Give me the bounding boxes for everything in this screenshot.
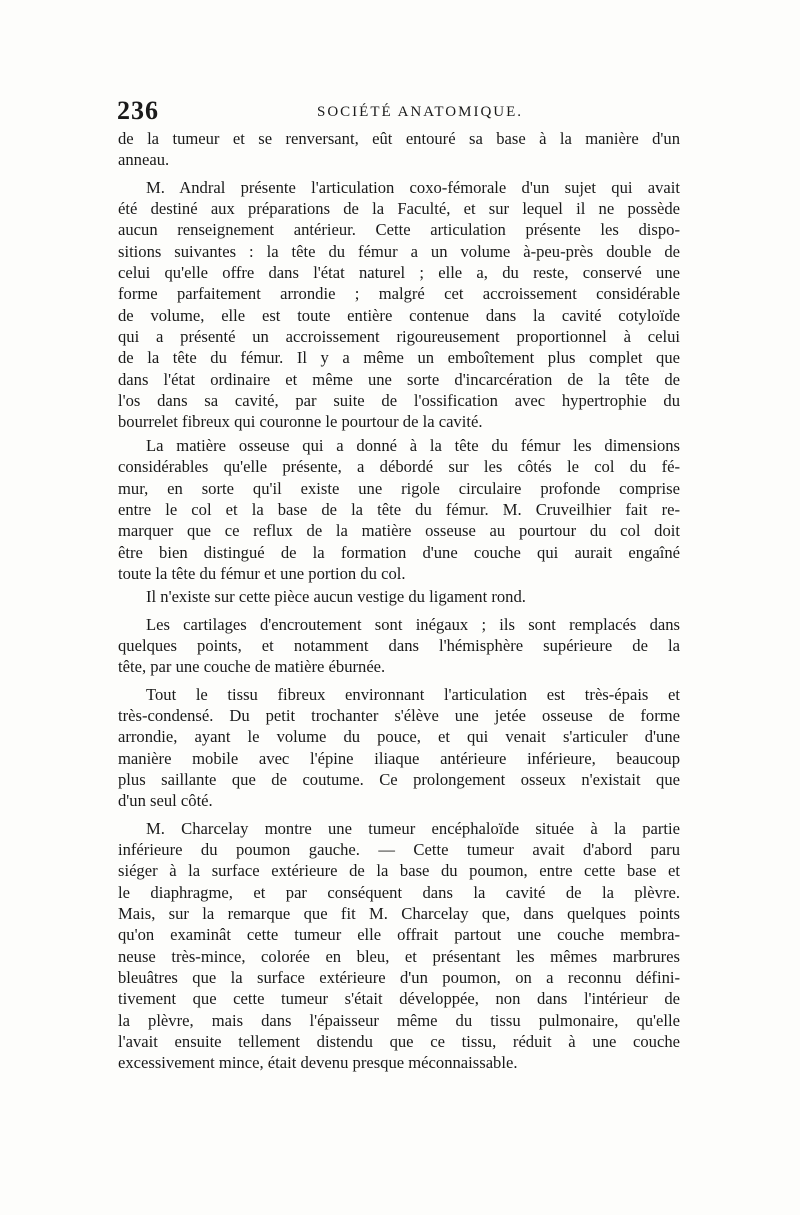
- running-title: SOCIÉTÉ ANATOMIQUE.: [317, 104, 524, 120]
- text-line: sitions suivantes : la tête du fémur a un volume à-peu-près double de: [118, 241, 680, 261]
- page-number: 236: [117, 96, 159, 125]
- text-line: aucun renseignement antérieur. Cette articulation présente les dispo-: [118, 220, 680, 240]
- text-line: très-condensé. Du petit trochanter s'élève une jetée osseuse de forme: [118, 705, 680, 725]
- text-line: toute la tête du fémur et une portion du col.: [118, 563, 406, 583]
- body-text: [118, 128, 680, 1074]
- text-line: siéger à la surface extérieure de la base du poumon, entre cette base et: [118, 861, 680, 881]
- text-line: été destiné aux préparations de la Faculté, et sur lequel il ne possède: [118, 199, 680, 219]
- text-line: M. Andral présente l'articulation coxo-fémorale d'un sujet qui avait: [146, 177, 680, 197]
- paragraph: [118, 177, 680, 433]
- text-line: Tout le tissu fibreux environnant l'articulation est très-épais et: [146, 684, 680, 704]
- text-line: qui a présenté un accroissement rigoureusement proportionnel à celui: [118, 327, 680, 347]
- text-line: mur, en sorte qu'il existe une rigole circulaire profonde comprise: [118, 478, 680, 498]
- text-line: l'os dans sa cavité, par suite de l'ossification avec hypertrophie du: [118, 391, 680, 411]
- text-line: dans l'état ordinaire et même une sorte d'incarcération de la tête de: [118, 369, 680, 389]
- text-line: le diaphragme, et par conséquent dans la cavité de la plèvre.: [118, 882, 680, 902]
- text-line: plus saillante que de coutume. Ce prolongement osseux n'existait que: [118, 769, 680, 789]
- text-line: celui qu'elle offre dans l'état naturel ; elle a, du reste, conservé une: [118, 263, 680, 283]
- text-line: arrondie, ayant le volume du pouce, et qui venait s'articuler d'une: [118, 727, 680, 747]
- text-line: marquer que ce reflux de la matière osseuse au pourtour du col doit: [118, 521, 680, 541]
- paragraph: [118, 586, 680, 607]
- text-line: la plèvre, mais dans l'épaisseur même du tissu pulmonaire, qu'elle: [118, 1010, 680, 1030]
- text-line: de volume, elle est toute entière contenue dans la cavité cotyloïde: [118, 305, 680, 325]
- text-line: tivement que cette tumeur s'était développée, non dans l'intérieur de: [118, 989, 680, 1009]
- text-line: entre le col et la base de la tête du fémur. M. Cruveilhier fait re-: [118, 499, 680, 519]
- text-line: bleuâtres que la surface extérieure d'un poumon, on a reconnu défini-: [118, 968, 680, 988]
- text-line: de la tête du fémur. Il y a même un emboîtement plus complet que: [118, 348, 680, 368]
- text-line: tête, par une couche de matière éburnée.: [118, 657, 386, 677]
- paragraph: [118, 684, 680, 812]
- text-line: excessivement mince, était devenu presque méconnaissable.: [118, 1053, 518, 1073]
- text-line: l'avait ensuite tellement distendu que ce tissu, réduit à une couche: [118, 1032, 680, 1052]
- text-line: qu'on examinât cette tumeur elle offrait partout une couche membra-: [118, 925, 680, 945]
- text-line: inférieure du poumon gauche. — Cette tumeur avait d'abord paru: [118, 840, 680, 859]
- text-line: manière mobile avec l'épine iliaque antérieure inférieure, beaucoup: [118, 748, 680, 768]
- text-line: neuse très-mince, colorée en bleu, et présentant les mêmes marbrures: [118, 946, 680, 966]
- text-line: quelques points, et notamment dans l'hémisphère supérieure de la: [118, 635, 680, 655]
- paragraph: [118, 435, 680, 584]
- text-line: anneau.: [118, 150, 170, 170]
- text-line: forme parfaitement arrondie ; malgré cet accroissement considérable: [118, 284, 680, 304]
- text-line: La matière osseuse qui a donné à la tête du fémur les dimensions: [146, 435, 680, 455]
- paragraph: [118, 128, 680, 171]
- text-line: Les cartilages d'encroutement sont inégaux ; ils sont remplacés dans: [146, 614, 680, 634]
- text-line: être bien distingué de la formation d'une couche qui aurait engaîné: [118, 542, 680, 562]
- page-header: [117, 96, 680, 126]
- paragraph: [118, 818, 680, 1074]
- text-line: considérables qu'elle présente, a débordé sur les côtés le col du fé-: [118, 457, 680, 477]
- text-line: d'un seul côté.: [118, 791, 213, 811]
- paragraph: [118, 614, 680, 678]
- text-line: Il n'existe sur cette pièce aucun vestige du ligament rond.: [146, 587, 526, 607]
- text-line: de la tumeur et se renversant, eût entouré sa base à la manière d'un: [118, 129, 680, 148]
- text-line: bourrelet fibreux qui couronne le pourtour de la cavité.: [118, 412, 483, 432]
- text-line: Mais, sur la remarque que fit M. Charcelay que, dans quelques points: [118, 904, 680, 924]
- text-line: M. Charcelay montre une tumeur encéphaloïde située à la partie: [146, 818, 680, 838]
